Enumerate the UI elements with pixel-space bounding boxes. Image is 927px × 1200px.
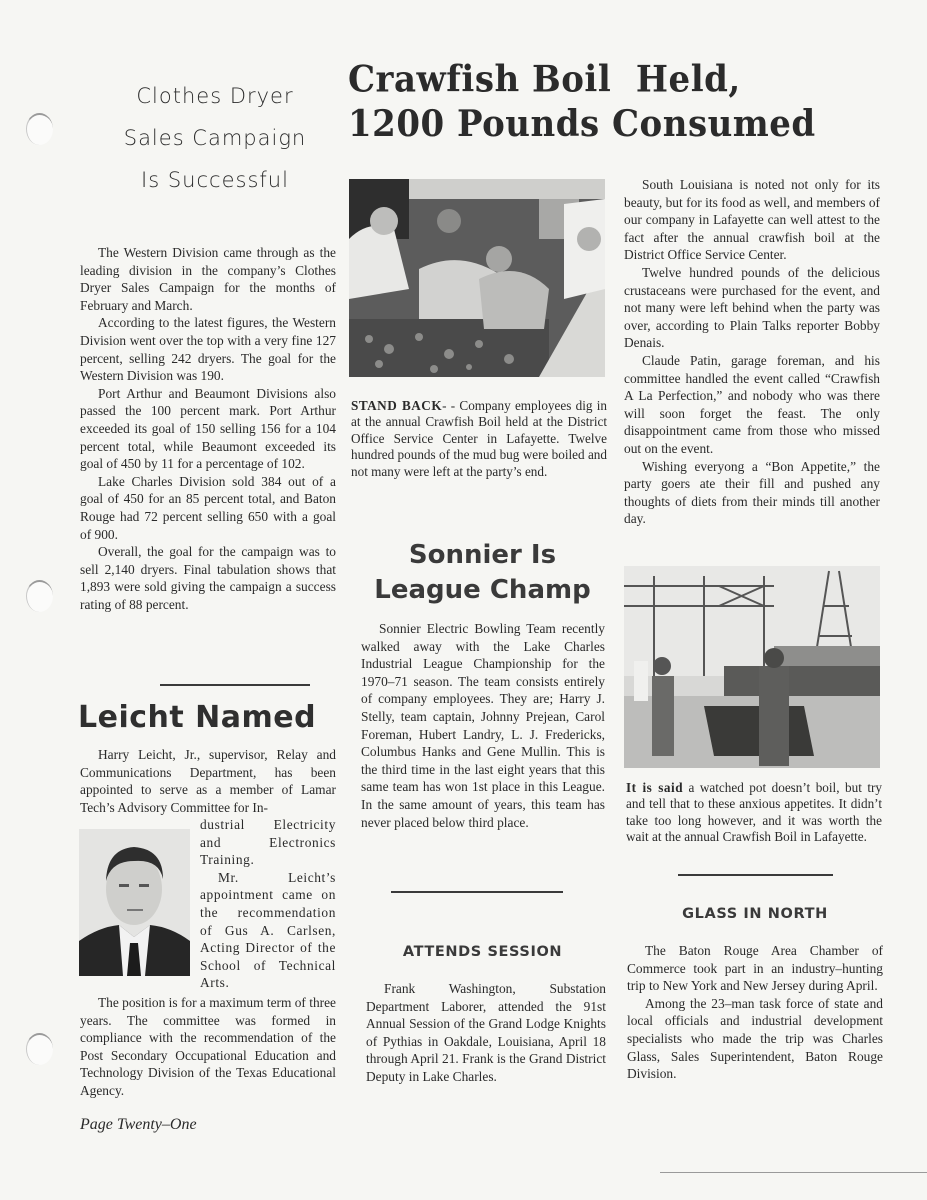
- pot-photo-caption: [626, 780, 882, 846]
- glass-body: [627, 942, 883, 1083]
- punch-hole-icon: [26, 1033, 53, 1065]
- headline-line: 1200 Pounds Consumed: [348, 102, 816, 146]
- page-edge-line: [660, 1172, 927, 1173]
- session-body: [366, 980, 606, 1086]
- session-headline: ATTENDS SESSION: [402, 944, 563, 960]
- divider: [160, 684, 310, 686]
- sonnier-headline: [355, 538, 610, 608]
- paragraph: According to the latest figures, the Western Division went over the top with a very fine 127 percent, selling 242 dryers. The goal for the Western Division was 190.: [80, 315, 336, 384]
- crawfish-pot-photo: [624, 566, 880, 768]
- paragraph: The position is for a maximum term of three years. The committee was formed in compliance with the recommendation of the Post Secondary Occupational Education and Technology Division of the Texas Educational Agency.: [80, 995, 336, 1098]
- crawfish-photo-caption: [351, 398, 607, 480]
- headline-line: Sonnier Is: [408, 540, 557, 570]
- caption-text: a watched pot doesn’t boil, but try and tell that to these anxious appetites. It didn’t take too long however, and it was worth the wait at the annual Crawfish Boil in Lafayette.: [626, 780, 882, 845]
- title-line: Is Successful: [141, 168, 289, 192]
- paragraph: Harry Leicht, Jr., supervisor, Relay and Communications Department, has been appointed to serve as a member of Lamar Tech’s Advisory Committee for In-: [80, 747, 336, 815]
- paragraph: South Louisiana is noted not only for its beauty, but for its food as well, and members of our company in Lafayette can well attest to the fact after the annual crawfish boil at the District Office Service Center.: [624, 177, 880, 263]
- paragraph: Sonnier Electric Bowling Team recently walked away with the Lake Charles Industrial League Championship for the 1970–71 season. The team consists entirely of company employees. They are; Harry J. Stelly, team captain, Johnny Prejean, Carol Foreman, Hubert Landry, L. J. Fredericks, Columbus Hanks and Gene Mullin. This is the third time in the last eight years that this same team has won 1st place in this League. In the same amount of years, this team has never placed below third place.: [361, 621, 605, 830]
- divider: [678, 874, 833, 876]
- page-number: Page Twenty–One: [80, 1116, 197, 1133]
- paragraph: The Baton Rouge Area Chamber of Commerce took part in an industry–hunting trip to New York and New Jersey during April.: [627, 943, 883, 994]
- paragraph: dustrial Electricity and Electronics Training.: [200, 817, 336, 868]
- paragraph: Claude Patin, garage foreman, and his committee handled the event called “Crawfish A La Perfection,” and nobody who was there will soon forget the feast. The only disappointment came from those who missed out on the event.: [624, 352, 880, 456]
- paragraph: The Western Division came through as the leading division in the company’s Clothes Dryer Sales Campaign for the months of February and March.: [80, 245, 336, 313]
- leicht-wrap: [200, 816, 336, 992]
- caption-lead: STAND BACK: [351, 398, 443, 413]
- punch-hole-icon: [26, 113, 53, 145]
- leicht-headline: Leicht Named: [78, 700, 317, 735]
- divider: [391, 891, 563, 893]
- crawfish-article-body: [624, 176, 880, 528]
- paragraph: Wishing everyong a “Bon Appetite,” the party goers ate their fill and pushed any thoughts of diets from their minds till another day.: [624, 458, 880, 527]
- paragraph: Among the 23–man task force of state and local officials and industrial development specialists who made the trip was Charles Glass, Sales Superintendent, Baton Rouge Division.: [627, 995, 883, 1082]
- caption-sep: - -: [442, 398, 460, 413]
- paragraph: Twelve hundred pounds of the delicious crustaceans were purchased for the event, and not many were left behind when the party was over, according to Plain Talks reporter Bobby Denais.: [624, 264, 880, 351]
- sonnier-body: [361, 620, 605, 831]
- caption-text: Company employees dig in at the annual Crawfish Boil held at the District Office Service Center in Lafayette. Twelve hundred pounds of the mud bug were boiled and not many were left at the party’s end.: [351, 398, 607, 479]
- paragraph: Overall, the goal for the campaign was to sell 2,140 dryers. Final tabulation shows that 1,893 were sold giving the campaign a success rating of 88 percent.: [80, 544, 336, 612]
- paragraph: Port Arthur and Beaumont Divisions also passed the 100 percent mark. Port Arthur exceeded its goal of 150 selling 156 for a 104 percent total, while Beaumont exceeded its goal of 450 by 11 for a percentage of 102.: [80, 385, 336, 472]
- glass-headline: GLASS IN NORTH: [682, 906, 828, 922]
- title-line: Sales Campaign: [123, 126, 307, 150]
- dryer-article-title: [80, 75, 350, 201]
- leicht-portrait: [79, 829, 190, 976]
- leicht-intro: [80, 746, 336, 816]
- crawfish-boil-photo: [349, 179, 605, 377]
- caption-lead: It is said: [626, 780, 684, 795]
- dryer-article-body: [80, 244, 336, 613]
- headline-line: Crawfish Boil Held,: [348, 58, 741, 102]
- paragraph: Mr. Leicht’s appointment came on the recommendation of Gus A. Carlsen, Acting Director of the School of Technical Arts.: [200, 869, 336, 991]
- title-line: Clothes Dryer: [136, 84, 294, 108]
- punch-hole-icon: [26, 580, 53, 612]
- headline-line: League Champ: [374, 575, 591, 605]
- crawfish-headline: [348, 58, 908, 147]
- paragraph: Frank Washington, Substation Department Laborer, attended the 91st Annual Session of the Grand Lodge Knights of Pythias in Oakdale, Louisiana, April 18 through April 21. Frank is the Grand District Deputy in Lake Charles.: [366, 981, 606, 1084]
- paragraph: Lake Charles Division sold 384 out of a goal of 450 for an 85 percent total, and Baton Rouge had 72 percent selling 650 with a goal of 900.: [80, 473, 336, 542]
- leicht-closing: [80, 994, 336, 1100]
